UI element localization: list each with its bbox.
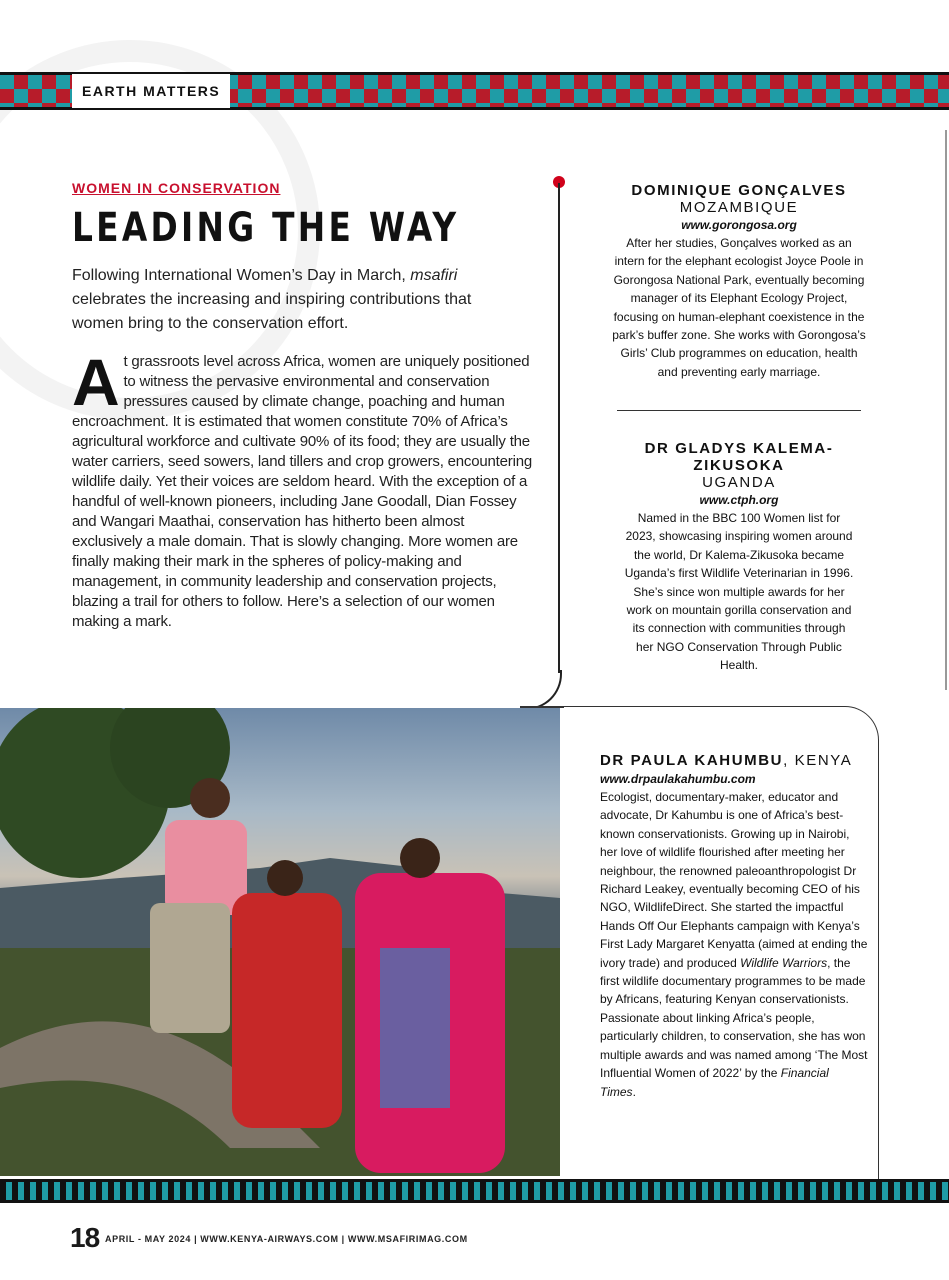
standfirst	[72, 264, 512, 336]
profile-kalema-zikusoka	[612, 440, 866, 675]
photo-conservationists	[0, 708, 560, 1176]
footer-info: APRIL - MAY 2024 | WWW.KENYA-AIRWAYS.COM | WWW.MSAFIRIMAG.COM	[105, 1234, 468, 1244]
page-number: 18	[70, 1222, 100, 1253]
profile-goncalves	[612, 182, 866, 381]
woman-trousers	[150, 903, 230, 1033]
profile-divider	[617, 410, 861, 411]
page-title: LEADING THE WAY	[72, 205, 460, 251]
rule-corner	[520, 670, 562, 710]
profile-bio: After her studies, Gonçalves worked as an intern for the elephant ecologist Joyce Poole in Gorongosa National Park, eventually becoming manager of its Elephant Ecology Project, focusing on human-elephant coexistence in the park’s buffer zone. She works with Gorongosa’s Girls’ Club programmes on education, health and preventing early marriage.	[612, 236, 866, 379]
woman-head	[190, 778, 230, 818]
profile-country: MOZAMBIQUE	[679, 199, 799, 216]
magazine-name: msafiri	[410, 267, 458, 284]
profile-country: UGANDA	[702, 474, 776, 491]
bio-italic-title-2: Financial Times	[600, 1066, 829, 1099]
man-head-2	[400, 838, 440, 878]
profile-country: , KENYA	[783, 752, 853, 769]
standfirst-text-2: celebrates the increasing and inspiring contributions that women bring to the conservation effort.	[72, 291, 472, 332]
woman-pink-shirt	[165, 820, 247, 915]
body-paragraph: t grassroots level across Africa, women are uniquely positioned to witness the pervasive environmental and conservation pressures caused by climate change, poaching and human encroachment. It is estimated that women constitute 70% of Africa’s agricultural workforce and cultivate 90% of its food; they are usually the water carriers, seed sowers, land tillers and crop growers, encountering wildlife daily. Yet their voices are seldom heard. With the exception of a handful of well-known pioneers, including Jane Goodall, Dian Fossey and Wangari Maathai, conservation has hitherto been almost exclusively a male domain. That is slowly changing. More women are finally making their mark in the spheres of policy-making and management, in community leadership and conservation projects, blazing a trail for others to follow. Here’s a selection of our women making a mark.	[72, 353, 532, 630]
profile-bio: Named in the BBC 100 Women list for 2023, showcasing inspiring women around the world, Dr Kalema-Zikusoka became Uganda’s first Wildlife Veterinarian in 1996. She’s since won multiple awards for her work on mountain gorilla conservation and its connection with communities through her NGO Conservation Through Public Health.	[624, 511, 854, 673]
bio-text-1: Ecologist, documentary-maker, educator and advocate, Dr Kahumbu is one of Africa’s best-known conservationists. Growing up in Nairobi, her love of wildlife flourished after meeting her neighbour, the renowned paleoanthropologist Dr Richard Leakey, eventually becoming CEO of his NGO, WildlifeDirect. She started the impactful Hands Off Our Elephants campaign with Kenya’s First Lady Margaret Kenyatta (aimed at ending the ivory trade) and produced	[600, 790, 868, 970]
vertical-rule	[558, 183, 560, 673]
plaid-garment	[380, 948, 450, 1108]
right-edge-rule	[945, 130, 947, 690]
profile-name: DOMINIQUE GONÇALVES	[631, 182, 847, 199]
section-label: EARTH MATTERS	[72, 74, 230, 108]
bottom-pattern-band	[0, 1179, 949, 1203]
profile-heading	[600, 752, 868, 770]
profile-name: DR GLADYS KALEMA-ZIKUSOKA	[644, 440, 834, 474]
bio-text-3: .	[632, 1084, 636, 1099]
standfirst-text-1: Following International Women’s Day in March,	[72, 267, 411, 284]
profile-name: DR PAULA KAHUMBU	[600, 752, 784, 769]
drop-cap: A	[72, 345, 120, 419]
man-red-shuka	[232, 893, 342, 1128]
bio-text-2: , the first wildlife documentary programmes to be made by Africans, featuring Kenyan conservationists. Passionate about linking Africa’s people, particularly children, to conservation, she has won multiple awards and was named among ‘The Most Influential Women of 2022’ by the	[600, 955, 868, 1081]
profile-website-link[interactable]: www.ctph.org	[699, 493, 779, 507]
article-kicker: WOMEN IN CONSERVATION	[72, 180, 281, 196]
profile-bio	[600, 788, 868, 1101]
profile-website-link[interactable]: www.gorongosa.org	[681, 218, 797, 232]
man-head	[267, 860, 303, 896]
bio-italic-title-1: Wildlife Warriors	[740, 955, 828, 970]
photo-illustration	[0, 708, 560, 1176]
article-body	[72, 345, 532, 632]
profile-kahumbu	[600, 752, 868, 1101]
profile-website-link[interactable]: www.drpaulakahumbu.com	[600, 772, 756, 786]
